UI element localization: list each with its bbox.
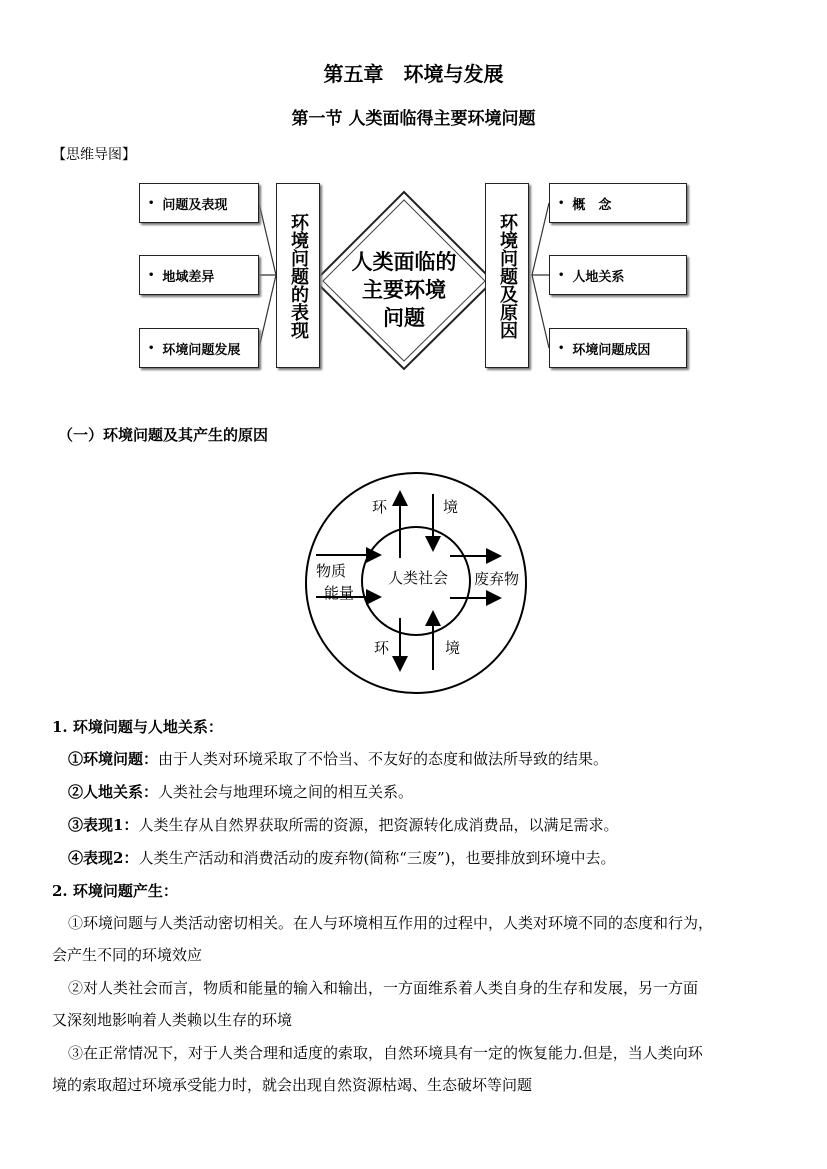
item1-point-3: ③表现1：人类生存从自然界获取所需的资源，把资源转化成消费品，以满足需求。: [68, 816, 619, 834]
mindmap-right-column: 环境问题及原因: [485, 183, 529, 368]
bullet-icon: •: [558, 342, 565, 354]
mindmap-left-item-1: • 问题及表现: [139, 183, 259, 223]
label-input-1: 物质: [316, 562, 347, 580]
mindmap-center-line-2: 主要环境: [362, 278, 446, 302]
section-title: 第一节 人类面临得主要环境问题: [291, 109, 536, 129]
mindmap-center-line-1: 人类面临的: [351, 250, 457, 274]
chapter-title: 第五章 环境与发展: [323, 62, 504, 86]
item2-p1-line1: ①环境问题与人类活动密切相关。在人与环境相互作用的过程中，人类对环境不同的态度和行为，: [68, 914, 714, 932]
mindmap-connectors: [0, 0, 827, 380]
subsection-title: （一）环境问题及其产生的原因: [58, 426, 269, 444]
bullet-icon: •: [148, 197, 155, 209]
mindmap-left-item-2: • 地域差异: [139, 255, 259, 295]
label-bottom-right: 境: [445, 639, 461, 657]
mindmap-center-line-3: 问题: [383, 306, 425, 330]
mindmap-right-item-3: • 环境问题成因: [549, 328, 687, 368]
bullet-icon: •: [558, 269, 565, 281]
mindmap-left-item-3: • 环境问题发展: [139, 328, 259, 368]
label-top-right: 境: [443, 498, 459, 516]
mindmap-tag: 【思维导图】: [52, 147, 136, 163]
item2-p2-line1: ②对人类社会而言，物质和能量的输入和输出，一方面维系着人类自身的生存和发展，另一方面: [68, 979, 699, 997]
item1-point-1: ①环境问题：由于人类对环境采取了不恰当、不友好的态度和做法所导致的结果。: [68, 750, 609, 768]
item1-heading: 1. 环境问题与人地关系：: [52, 718, 223, 736]
item1-point-4: ④表现2：人类生产活动和消费活动的废弃物(简称“三废”)，也要排放到环境中去。: [68, 849, 616, 867]
bullet-icon: •: [558, 197, 565, 209]
mindmap-right-item-1: • 概 念: [549, 183, 687, 223]
item2-p3-line1: ③在正常情况下，对于人类合理和适度的索取，自然环境具有一定的恢复能力.但是，当人类向环: [68, 1044, 703, 1062]
label-bottom-left: 环: [374, 639, 390, 657]
cycle-diagram: [300, 470, 540, 700]
item2-p2-line2: 又深刻地影响着人类赖以生存的环境: [52, 1011, 293, 1029]
label-top-left: 环: [372, 498, 388, 516]
item2-p3-line2: 境的索取超过环境承受能力时，就会出现自然资源枯竭、生态破坏等问题: [52, 1076, 533, 1094]
label-input-2: 能量: [324, 584, 355, 602]
bullet-icon: •: [148, 342, 155, 354]
bullet-icon: •: [148, 269, 155, 281]
item2-p1-line2: 会产生不同的环境效应: [52, 946, 203, 964]
label-output: 废弃物: [474, 570, 520, 588]
mindmap-left-column: 环境问题的表现: [276, 183, 320, 368]
item1-point-2: ②人地关系：人类社会与地理环境之间的相互关系。: [68, 783, 414, 801]
item2-heading: 2. 环境问题产生：: [52, 882, 178, 900]
label-inner: 人类社会: [387, 569, 449, 587]
mindmap-right-item-2: • 人地关系: [549, 255, 687, 295]
